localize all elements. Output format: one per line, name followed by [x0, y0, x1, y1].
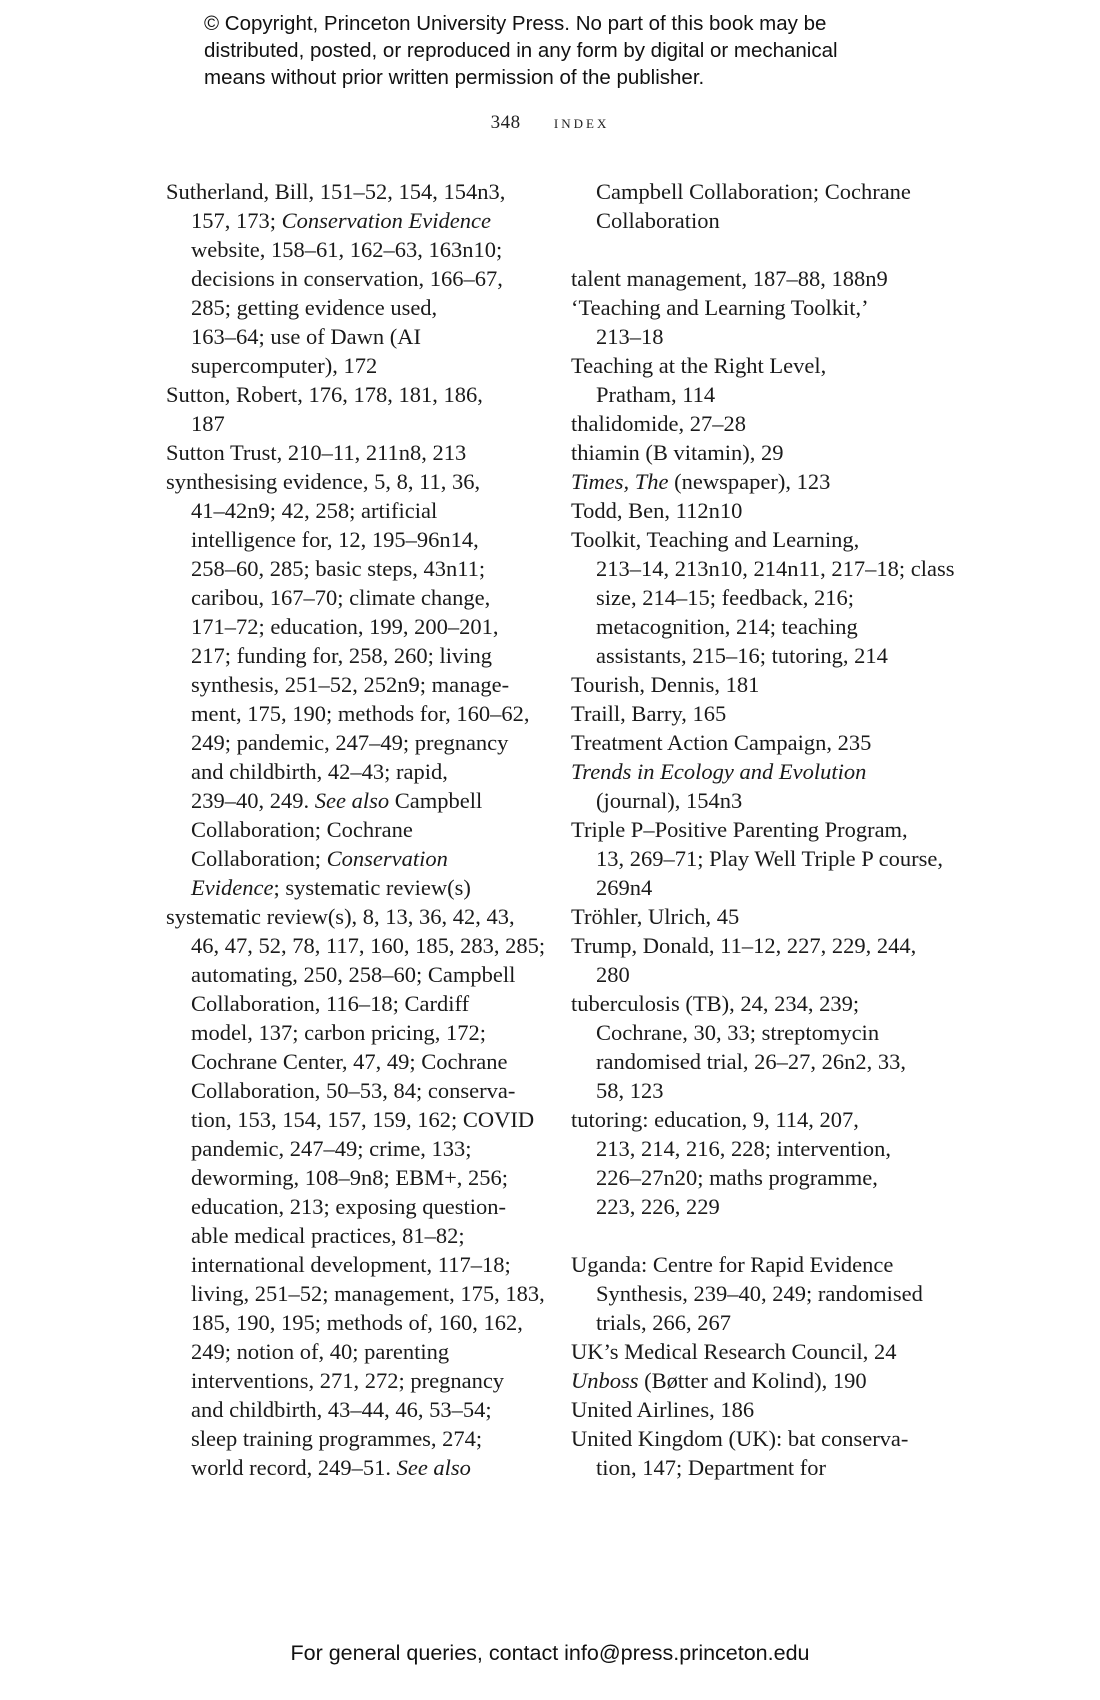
- index-entry-line: trials, 266, 267: [596, 1310, 731, 1335]
- index-entry-line: Times, The (newspaper), 123: [571, 469, 831, 494]
- letter-group-gap: [571, 1221, 951, 1250]
- index-entry-line: 249; notion of, 40; parenting: [191, 1339, 450, 1364]
- index-entry: [571, 1337, 951, 1366]
- index-entry: [571, 1395, 951, 1424]
- index-entry-line: Collaboration; Conservation: [191, 846, 448, 871]
- index-entry-line: world record, 249–51. See also: [191, 1455, 471, 1480]
- footer-contact: For general queries, contact info@press.princeton.edu: [290, 1641, 810, 1665]
- index-entry: [571, 351, 951, 409]
- index-entry-line: decisions in conservation, 166–67,: [191, 266, 503, 291]
- index-entry-line: Tourish, Dennis, 181: [571, 672, 760, 697]
- index-entry: [571, 989, 951, 1105]
- index-entry-line: international development, 117–18;: [191, 1252, 511, 1277]
- index-entry-line: Sutherland, Bill, 151–52, 154, 154n3,: [166, 179, 506, 204]
- index-entry-line: tutoring: education, 9, 114, 207,: [571, 1107, 859, 1132]
- index-entry-line: 46, 47, 52, 78, 117, 160, 185, 283, 285;: [191, 933, 546, 958]
- page-number: 348: [490, 112, 521, 133]
- index-entry: [571, 1424, 951, 1482]
- index-entry-line: able medical practices, 81–82;: [191, 1223, 465, 1248]
- index-entry-line: caribou, 167–70; climate change,: [191, 585, 491, 610]
- section-title: index: [553, 112, 610, 133]
- index-entry-line: Collaboration; Cochrane: [191, 817, 413, 842]
- copyright-line: © Copyright, Princeton University Press. No part of this book may be: [204, 12, 827, 35]
- index-entry-line: Triple P–Positive Parenting Program,: [571, 817, 908, 842]
- index-entry-line: systematic review(s), 8, 13, 36, 42, 43,: [166, 904, 515, 929]
- index-entry: [571, 670, 951, 699]
- index-entry-line: 269n4: [596, 875, 653, 900]
- copyright-line: distributed, posted, or reproduced in any form by digital or mechanical: [204, 39, 838, 62]
- index-entry-line: website, 158–61, 162–63, 163n10;: [191, 237, 503, 262]
- index-entry-line: 58, 123: [596, 1078, 664, 1103]
- copyright-notice: [204, 10, 964, 91]
- index-entry-line: model, 137; carbon pricing, 172;: [191, 1020, 486, 1045]
- index-entry-line: interventions, 271, 272; pregnancy: [191, 1368, 505, 1393]
- index-entry-line: synthesising evidence, 5, 8, 11, 36,: [166, 469, 481, 494]
- index-entry-line: Collaboration, 50–53, 84; conserva-: [191, 1078, 516, 1103]
- index-entry-line: Sutton Trust, 210–11, 211n8, 213: [166, 440, 467, 465]
- index-entry-line: 258–60, 285; basic steps, 43n11;: [191, 556, 486, 581]
- index-entry-line: and childbirth, 43–44, 46, 53–54;: [191, 1397, 492, 1422]
- index-entry-line: living, 251–52; management, 175, 183,: [191, 1281, 545, 1306]
- index-entry: [166, 467, 546, 902]
- index-entry: [571, 264, 951, 293]
- index-entry-line: pandemic, 247–49; crime, 133;: [191, 1136, 472, 1161]
- index-entry: [571, 525, 955, 670]
- index-entry-line: 285; getting evidence used,: [191, 295, 438, 320]
- index-entry-line: deworming, 108–9n8; EBM+, 256;: [191, 1165, 509, 1190]
- index-entry: [166, 380, 546, 438]
- index-entry-line: 223, 226, 229: [596, 1194, 720, 1219]
- index-entry-line: UK’s Medical Research Council, 24: [571, 1339, 897, 1364]
- index-entry-line: ‘Teaching and Learning Toolkit,’: [571, 295, 869, 320]
- index-entry-line: 239–40, 249. See also Campbell: [191, 788, 483, 813]
- index-entry-line: 249; pandemic, 247–49; pregnancy: [191, 730, 509, 755]
- index-entry-line: Treatment Action Campaign, 235: [571, 730, 872, 755]
- index-entry-line: Tröhler, Ulrich, 45: [571, 904, 740, 929]
- index-entry: [571, 902, 951, 931]
- index-entry-line: supercomputer), 172: [191, 353, 378, 378]
- index-entry-line: metacognition, 214; teaching: [596, 614, 858, 639]
- index-entry-line: 280: [596, 962, 630, 987]
- index-entry: [166, 438, 546, 467]
- index-entry-line: 217; funding for, 258, 260; living: [191, 643, 492, 668]
- index-entry: [571, 177, 951, 235]
- index-entry-line: United Kingdom (UK): bat conserva-: [571, 1426, 909, 1451]
- index-entry-line: Collaboration, 116–18; Cardiff: [191, 991, 470, 1016]
- index-entry-line: United Airlines, 186: [571, 1397, 755, 1422]
- index-entry-line: Synthesis, 239–40, 249; randomised: [596, 1281, 923, 1306]
- index-entry: [571, 728, 951, 757]
- index-entry-line: 163–64; use of Dawn (AI: [191, 324, 421, 349]
- index-column-left: [166, 177, 546, 1482]
- index-entry-line: Uganda: Centre for Rapid Evidence: [571, 1252, 894, 1277]
- index-entry-line: Pratham, 114: [596, 382, 716, 407]
- index-entry-line: and childbirth, 42–43; rapid,: [191, 759, 448, 784]
- index-entry-line: 226–27n20; maths programme,: [596, 1165, 878, 1190]
- index-entry-line: 157, 173; Conservation Evidence: [191, 208, 491, 233]
- index-entry-line: 187: [191, 411, 225, 436]
- index-entry: [571, 815, 951, 902]
- index-entry-line: randomised trial, 26–27, 26n2, 33,: [596, 1049, 906, 1074]
- index-entry: [571, 438, 951, 467]
- index-entry: [571, 1250, 951, 1337]
- index-entry-line: synthesis, 251–52, 252n9; manage-: [191, 672, 510, 697]
- index-entry-line: talent management, 187–88, 188n9: [571, 266, 888, 291]
- index-entry-line: Campbell Collaboration; Cochrane: [596, 179, 911, 204]
- index-entry: [571, 496, 951, 525]
- index-entry-line: intelligence for, 12, 195–96n14,: [191, 527, 479, 552]
- letter-group-gap: [571, 235, 951, 264]
- index-entry-line: (journal), 154n3: [596, 788, 743, 813]
- index-entry-line: thalidomide, 27–28: [571, 411, 746, 436]
- index-entry-line: 185, 190, 195; methods of, 160, 162,: [191, 1310, 523, 1335]
- index-entry-line: Unboss (Bøtter and Kolind), 190: [571, 1368, 867, 1393]
- index-entry-line: 213–18: [596, 324, 664, 349]
- index-entry-line: thiamin (B vitamin), 29: [571, 440, 784, 465]
- index-entry: [571, 699, 951, 728]
- index-entry-line: 171–72; education, 199, 200–201,: [191, 614, 499, 639]
- index-entry-line: tuberculosis (TB), 24, 234, 239;: [571, 991, 860, 1016]
- index-entry: [571, 467, 951, 496]
- index-entry-line: Sutton, Robert, 176, 178, 181, 186,: [166, 382, 483, 407]
- index-entry-line: sleep training programmes, 274;: [191, 1426, 483, 1451]
- index-entry-line: Trump, Donald, 11–12, 227, 229, 244,: [571, 933, 917, 958]
- index-entry-line: Todd, Ben, 112n10: [571, 498, 743, 523]
- index-entry-line: ment, 175, 190; methods for, 160–62,: [191, 701, 530, 726]
- index-entry: [571, 1366, 951, 1395]
- index-entry-line: automating, 250, 258–60; Campbell: [191, 962, 516, 987]
- index-entry-line: education, 213; exposing question-: [191, 1194, 506, 1219]
- index-entry-line: Toolkit, Teaching and Learning,: [571, 527, 860, 552]
- index-entry: [571, 1105, 951, 1221]
- index-entry-line: tion, 153, 154, 157, 159, 162; COVID: [191, 1107, 535, 1132]
- index-entry-line: Teaching at the Right Level,: [571, 353, 827, 378]
- index-entry-line: assistants, 215–16; tutoring, 214: [596, 643, 888, 668]
- index-column-right: [571, 177, 955, 1482]
- index-entry-line: tion, 147; Department for: [596, 1455, 826, 1480]
- index-entry: [571, 757, 951, 815]
- index-entry: [571, 409, 951, 438]
- index-entry-line: 213–14, 213n10, 214n11, 217–18; class: [596, 556, 955, 581]
- index-entry-line: 13, 269–71; Play Well Triple P course,: [596, 846, 943, 871]
- index-entry-line: Evidence; systematic review(s): [191, 875, 471, 900]
- copyright-line: means without prior written permission of the publisher.: [204, 66, 705, 89]
- index-entry-line: Trends in Ecology and Evolution: [571, 759, 867, 784]
- index-entry: [166, 902, 546, 1482]
- index-entry: [571, 293, 951, 351]
- index-entry: [166, 177, 546, 380]
- index-entry-line: Cochrane Center, 47, 49; Cochrane: [191, 1049, 508, 1074]
- index-entry-line: Traill, Barry, 165: [571, 701, 727, 726]
- index-entry-line: 213, 214, 216, 228; intervention,: [596, 1136, 891, 1161]
- index-entry-line: 41–42n9; 42, 258; artificial: [191, 498, 438, 523]
- index-entry-line: size, 214–15; feedback, 216;: [596, 585, 855, 610]
- index-entry-line: Cochrane, 30, 33; streptomycin: [596, 1020, 880, 1045]
- index-entry: [571, 931, 951, 989]
- running-head: [0, 112, 1100, 134]
- index-entry-line: Collaboration: [596, 208, 720, 233]
